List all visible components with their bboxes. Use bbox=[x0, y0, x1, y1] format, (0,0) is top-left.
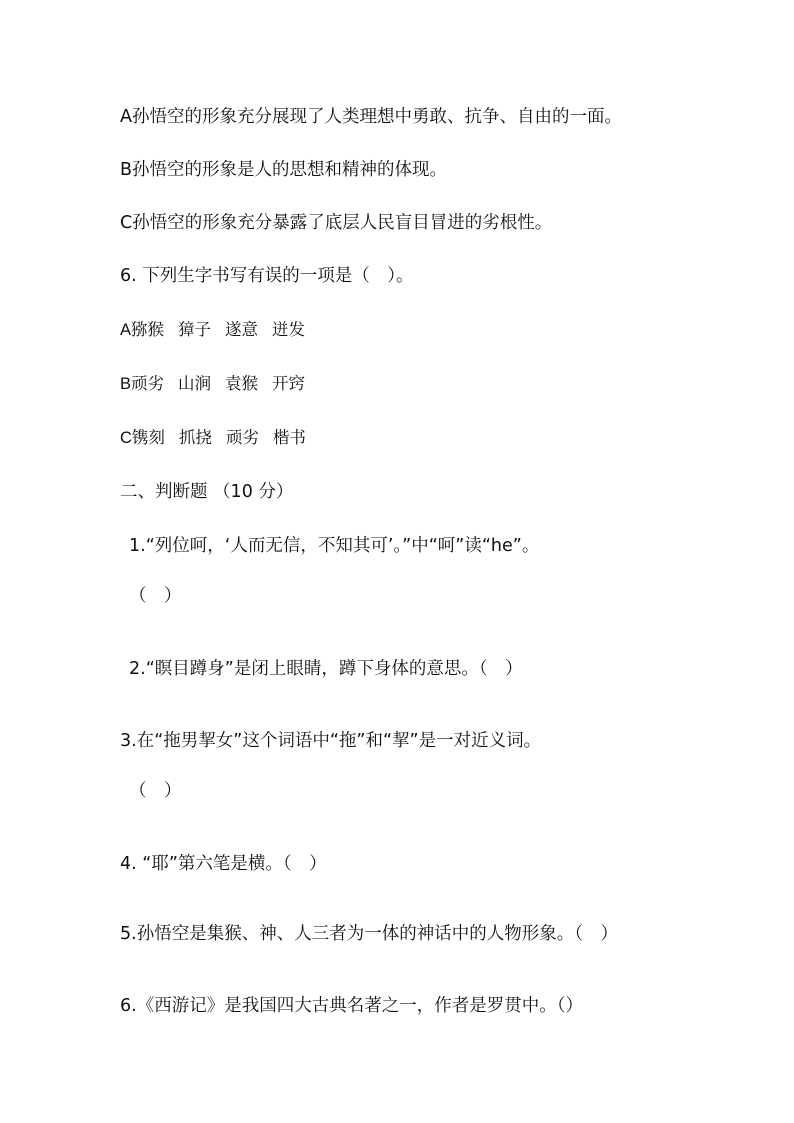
judgment-3-blank: （ ） bbox=[129, 781, 182, 801]
option-letter: A bbox=[120, 321, 132, 339]
option-word: 猕猴 bbox=[131, 320, 165, 339]
q5-option-a: A孙悟空的形象充分展现了人类理想中勇敢、抗争、自由的一面。 bbox=[120, 107, 622, 127]
option-word: 开窍 bbox=[272, 374, 306, 393]
judgment-5: 5.孙悟空是集猴、神、人三者为一体的神话中的人物形象。（ ） bbox=[120, 924, 618, 944]
option-word: 顽劣 bbox=[131, 374, 165, 393]
option-word: 楷书 bbox=[272, 428, 306, 447]
q6-stem: 6. 下列生字书写有误的一项是（ ）。 bbox=[120, 266, 414, 286]
q5-option-c: C孙悟空的形象充分暴露了底层人民盲目冒进的劣根性。 bbox=[120, 213, 553, 233]
option-word: 抓挠 bbox=[178, 428, 212, 447]
q6-option-b bbox=[120, 372, 319, 396]
judgment-3: 3.在“拖男挈女”这个词语中“拖”和“挈”是一对近义词。 bbox=[120, 731, 542, 751]
option-word: 迸发 bbox=[272, 320, 306, 339]
judgment-1-blank: （ ） bbox=[129, 586, 182, 606]
judgment-6: 6.《西游记》是我国四大古典名著之一，作者是罗贯中。（） bbox=[120, 996, 583, 1016]
q5-option-b: B孙悟空的形象是人的思想和精神的体现。 bbox=[120, 160, 448, 180]
option-word: 袁猴 bbox=[225, 374, 259, 393]
option-word: 镌刻 bbox=[131, 428, 165, 447]
option-word: 獐子 bbox=[178, 320, 212, 339]
option-word: 遂意 bbox=[225, 320, 259, 339]
option-word: 顽劣 bbox=[225, 428, 259, 447]
judgment-2: 2.“瞑目蹲身”是闭上眼睛，蹲下身体的意思。（ ） bbox=[129, 659, 523, 679]
q6-option-c bbox=[120, 426, 320, 450]
option-letter: C bbox=[120, 429, 132, 447]
section-title: 二、判断题 （10 分） bbox=[120, 482, 294, 502]
judgment-4: 4. “耶”第六笔是横。（ ） bbox=[120, 854, 327, 874]
q6-option-a bbox=[120, 318, 319, 342]
option-word: 山涧 bbox=[178, 374, 212, 393]
option-letter: B bbox=[120, 375, 132, 393]
judgment-1: 1.“列位呵，‘人而无信，不知其可’。”中“呵”读“he”。 bbox=[129, 536, 540, 556]
